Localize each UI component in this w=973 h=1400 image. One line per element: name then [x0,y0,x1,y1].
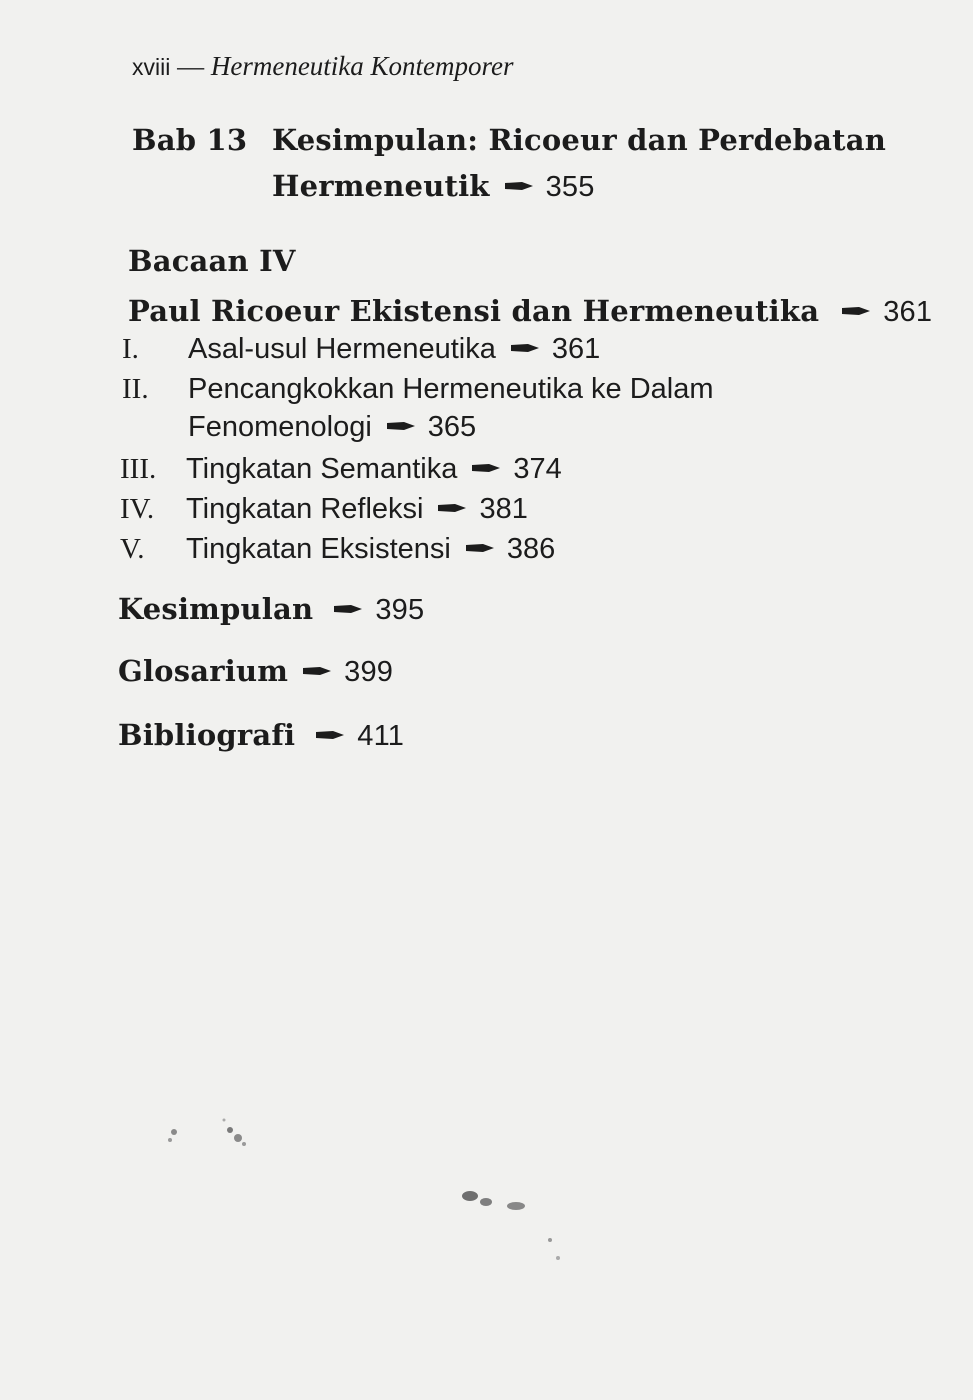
toc-subentry-5[interactable] [120,530,555,568]
section-title: Paul Ricoeur Ekistensi dan Hermeneutika [128,294,820,328]
toc-subentry-2[interactable] [122,370,714,408]
chapter-label: Bab 13 [132,123,248,157]
item-numeral: V. [120,533,145,565]
pen-nib-icon [437,501,467,515]
entry-label: Bibliografi [118,718,296,752]
page-ref: 411 [357,720,405,752]
page-ref: 399 [344,656,394,688]
page-ref: 361 [883,296,933,328]
item-numeral: I. [122,333,139,365]
toc-subentry-4[interactable] [120,490,528,528]
pen-nib-icon [471,461,501,475]
item-title: Tingkatan Refleksi [186,493,424,525]
toc-entry-kesimpulan[interactable] [118,590,424,629]
page-ref: 355 [545,171,595,203]
item-title: Tingkatan Eksistensi [186,533,451,565]
chapter-title-line1: Kesimpulan: Ricoeur dan Perdebatan [272,123,887,157]
item-title: Pencangkokkan Hermeneutika ke Dalam [188,373,714,405]
toc-subentry-2-continued[interactable] [188,408,476,446]
toc-entry-glosarium[interactable] [118,652,393,691]
page-ref: 381 [479,493,528,525]
page-number: xviii [132,54,171,80]
header-separator: — [177,51,205,81]
item-numeral: IV. [120,493,155,525]
page-ref: 395 [375,594,425,626]
pen-nib-icon [386,419,416,433]
toc-section-bacaan-iv [128,242,296,280]
pen-nib-icon [465,541,495,555]
pen-nib-icon [315,728,345,742]
chapter-title-line2: Hermeneutik [272,169,490,203]
toc-entry-bab13[interactable] [132,121,886,159]
page-ref: 365 [427,411,477,443]
toc-entry-bibliografi[interactable] [118,716,404,755]
ink-smudge [450,1180,580,1270]
item-title: Tingkatan Semantika [186,453,458,485]
page-ref: 386 [506,533,556,565]
running-header [132,48,514,85]
pen-nib-icon [841,304,871,318]
item-numeral: II. [122,373,149,405]
item-title-line2: Fenomenologi [188,411,372,443]
pen-nib-icon [504,179,534,193]
toc-subentry-3[interactable] [120,450,562,488]
book-title: Hermeneutika Kontemporer [210,51,514,81]
page-ref: 374 [513,453,562,485]
pen-nib-icon [333,602,363,616]
entry-label: Kesimpulan [118,592,314,626]
pen-nib-icon [302,664,332,678]
entry-label: Glosarium [118,654,289,688]
item-title: Asal-usul Hermeneutika [188,333,496,365]
ink-smudge [160,1110,270,1160]
page-ref: 361 [551,333,601,365]
section-label: Bacaan IV [128,244,296,278]
toc-entry-bab13-continued[interactable] [272,167,595,206]
pen-nib-icon [510,341,540,355]
item-numeral: III. [120,453,157,485]
toc-subentry-1[interactable] [122,330,600,368]
toc-entry-bacaan-title[interactable] [128,292,932,331]
